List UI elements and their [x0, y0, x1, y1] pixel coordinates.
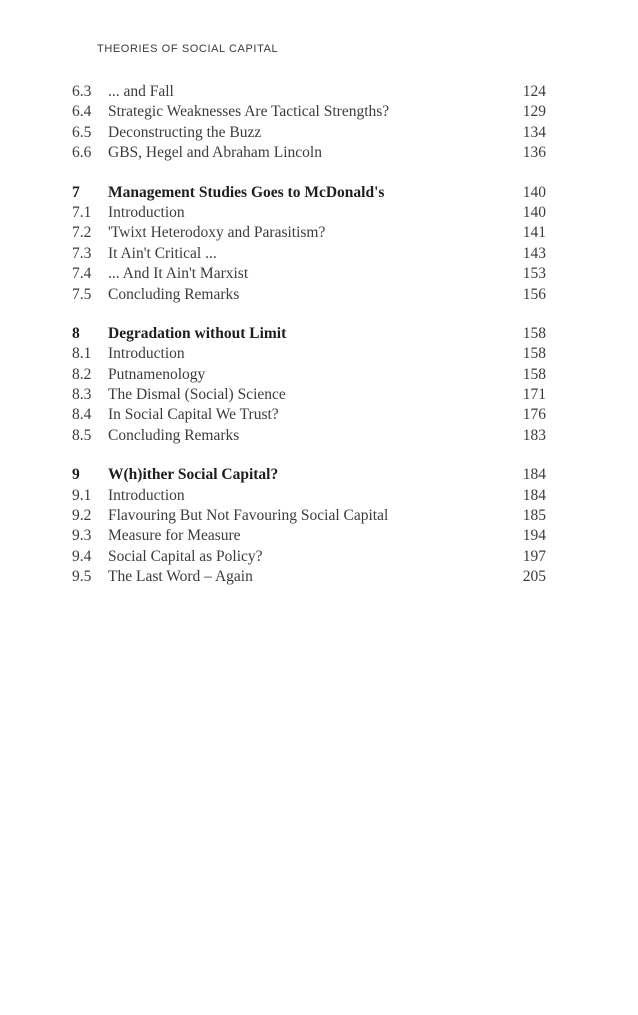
- page-number: 156: [522, 285, 546, 303]
- toc-row: [72, 244, 546, 264]
- page-number: 136: [522, 144, 546, 162]
- section-number: 7.1: [72, 203, 92, 221]
- toc-row: [72, 547, 546, 567]
- section-title: In Social Capital We Trust?: [108, 406, 279, 424]
- toc-row: [72, 506, 546, 526]
- toc-group: [72, 324, 546, 446]
- section-number: 7.4: [72, 265, 92, 283]
- section-title: Introduction: [108, 345, 185, 363]
- toc-row: [72, 526, 546, 546]
- section-title: Deconstructing the Buzz: [108, 123, 262, 141]
- page-number: 140: [522, 183, 546, 201]
- toc-row: [72, 82, 546, 102]
- section-number: 9.5: [72, 568, 92, 586]
- running-head: THEORIES OF SOCIAL CAPITAL: [97, 43, 279, 55]
- section-number: 8.5: [72, 426, 92, 444]
- page-number: 171: [522, 386, 546, 404]
- section-number: 8.2: [72, 365, 92, 383]
- section-title: The Dismal (Social) Science: [108, 386, 286, 404]
- page-number: 129: [522, 103, 546, 121]
- section-number: 8.3: [72, 386, 92, 404]
- section-number: 9.2: [72, 507, 92, 525]
- page-number: 158: [522, 365, 546, 383]
- toc-group: [72, 82, 546, 164]
- chapter-row: [72, 324, 546, 344]
- toc-group: [72, 465, 546, 587]
- section-title: ... And It Ain't Marxist: [108, 265, 249, 283]
- section-number: 6.3: [72, 83, 92, 100]
- page-number: 143: [522, 244, 546, 262]
- chapter-title: Management Studies Goes to McDonald's: [108, 183, 385, 201]
- page-number: 197: [522, 547, 546, 565]
- toc-row: [72, 264, 546, 284]
- section-number: 9.3: [72, 527, 92, 545]
- table-of-contents: [72, 82, 546, 607]
- section-title: ... and Fall: [108, 83, 174, 100]
- chapter-title: W(h)ither Social Capital?: [108, 466, 279, 484]
- page-number: 176: [522, 406, 546, 424]
- section-title: It Ain't Critical ...: [108, 244, 217, 262]
- page-number: 185: [522, 507, 546, 525]
- section-number: 6.4: [72, 103, 92, 121]
- chapter-title: Degradation without Limit: [108, 324, 287, 342]
- page-number: 184: [522, 486, 546, 504]
- section-number: 7.2: [72, 224, 92, 242]
- chapter-number: 9: [72, 466, 80, 484]
- toc-row: [72, 223, 546, 243]
- section-title: GBS, Hegel and Abraham Lincoln: [108, 144, 322, 162]
- section-number: 6.5: [72, 123, 92, 141]
- page-number: 141: [522, 224, 546, 242]
- section-number: 9.1: [72, 486, 92, 504]
- section-title: Strategic Weaknesses Are Tactical Strengths?: [108, 103, 390, 121]
- section-title: Putnamenology: [108, 365, 206, 383]
- page-number: 194: [522, 527, 546, 545]
- toc-row: [72, 143, 546, 163]
- section-title: Introduction: [108, 486, 185, 504]
- toc-row: [72, 123, 546, 143]
- chapter-row: [72, 183, 546, 203]
- page-number: 184: [522, 466, 546, 484]
- toc-row: [72, 203, 546, 223]
- toc-row: [72, 344, 546, 364]
- page-number: 134: [522, 123, 546, 141]
- section-title: The Last Word – Again: [108, 568, 253, 586]
- section-title: Social Capital as Policy?: [108, 547, 263, 565]
- section-title: Concluding Remarks: [108, 426, 240, 444]
- chapter-number: 8: [72, 324, 80, 342]
- section-title: Introduction: [108, 203, 185, 221]
- toc-row: [72, 102, 546, 122]
- page-number: 124: [522, 83, 546, 100]
- toc-row: [72, 405, 546, 425]
- section-number: 9.4: [72, 547, 92, 565]
- toc-row: [72, 385, 546, 405]
- page-number: 183: [522, 426, 546, 444]
- toc-row: [72, 285, 546, 305]
- page-number: 140: [522, 203, 546, 221]
- toc-group: [72, 183, 546, 305]
- section-number: 7.3: [72, 244, 92, 262]
- chapter-row: [72, 465, 546, 485]
- section-title: 'Twixt Heterodoxy and Parasitism?: [108, 224, 326, 242]
- section-number: 8.1: [72, 345, 92, 363]
- toc-row: [72, 567, 546, 587]
- toc-row: [72, 486, 546, 506]
- page-number: 153: [522, 265, 546, 283]
- toc-row: [72, 365, 546, 385]
- section-number: 6.6: [72, 144, 92, 162]
- section-title: Measure for Measure: [108, 527, 241, 545]
- section-number: 7.5: [72, 285, 92, 303]
- section-title: Flavouring But Not Favouring Social Capital: [108, 507, 389, 525]
- page-number: 158: [522, 345, 546, 363]
- page-number: 158: [522, 324, 546, 342]
- page-number: 205: [522, 568, 546, 586]
- section-title: Concluding Remarks: [108, 285, 240, 303]
- chapter-number: 7: [72, 183, 80, 201]
- toc-row: [72, 426, 546, 446]
- section-number: 8.4: [72, 406, 92, 424]
